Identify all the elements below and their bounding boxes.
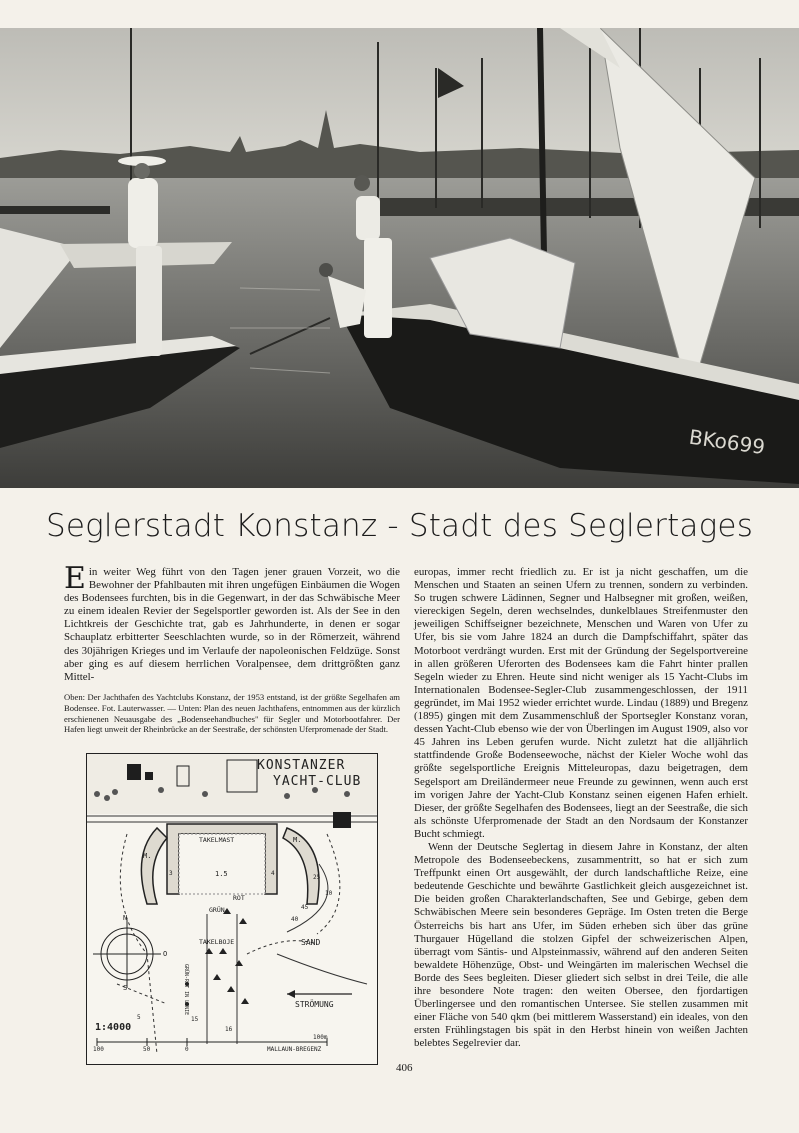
depth-40: 40: [291, 916, 299, 923]
label-rot: ROT: [233, 894, 245, 902]
compass-n: N: [123, 914, 128, 922]
dropcap: E: [64, 561, 86, 596]
harbor-map-drawing: [87, 754, 377, 1064]
compass-o: O: [163, 950, 168, 958]
label-author: MALLAUN-BREGENZ: [267, 1046, 322, 1053]
compass-s: S: [123, 984, 128, 992]
map-title-line1: KONSTANZER: [257, 758, 346, 773]
label-linie: GRÜN-ROT IN LINIE: [183, 964, 189, 1016]
scale-100: 100: [93, 1046, 104, 1053]
harbor-map: [86, 753, 378, 1065]
label-m-left: M.: [143, 852, 152, 860]
depth-25: 25: [313, 874, 321, 881]
label-grun: GRÜN: [209, 906, 225, 914]
label-sand: SAND: [301, 938, 321, 947]
page-number: 406: [396, 1062, 413, 1074]
map-title-line2: YACHT-CLUB: [273, 774, 362, 789]
depth-3: 3: [169, 870, 173, 877]
headline: Seglerstadt Konstanz - Stadt des Seglertages: [45, 508, 754, 544]
left-paragraph: [64, 561, 400, 684]
scale-0: 0: [185, 1046, 189, 1053]
scale-50: 50: [143, 1046, 151, 1053]
label-1-5: 1.5: [215, 870, 228, 878]
right-column: [414, 566, 748, 1050]
depth-4: 4: [271, 870, 275, 877]
depth-16: 16: [225, 1026, 233, 1033]
label-takelmast: TAKELMAST: [199, 836, 235, 844]
label-scale: 1:4000: [95, 1022, 132, 1033]
label-takelboje: TAKELBOJE: [199, 938, 235, 946]
scale-100m: 100m: [313, 1034, 328, 1041]
hull-marking: BKo699: [687, 424, 767, 460]
left-column: [64, 561, 400, 684]
harbor-photo: [0, 28, 799, 488]
label-stromung: STRÖMUNG: [295, 1000, 334, 1009]
depth-5: 5: [137, 1014, 141, 1021]
right-paragraph-2: Wenn der Deutsche Seglertag in diesem Jahre in Konstanz, der alten Metropole des Bodenseebeckens, zusammentritt, so hat er sich zum Treffpunkt einen Ort ausgewählt, der durch landschaftliche Reize, eine bedeutende Geschichte und bewährte Gastlichkeit gleich ausgezeichnet ist. Die beiden großen Charakterlandschaften, See und Gebirge, geben dem Schwäbischen Meere sein besonderes Gepräge. Im Osten treten die Berge Österreichs bis hart ans Ufer, im Süden erheben sich über das grüne Thurgauer Hügelland die stolzen Gipfel der schweizerischen Alpen, überragt vom Säntis- und Alpsteinmassiv, während auf den anderen Seiten bewaldete Höhenzüge, Obst- und Weingärten im malerischen Wechsel die Borde des Sees begleiten. Dieser gliedert sich selbst in drei Teile, die alle ihre besondere Note tragen: den weiten Obersee, den fjordartigen Überlingersee und den romantischen Untersee. Sie stellen zusammen mit einer Fläche von 540 qkm (bei mittlerem Wasserstand) ein ideales, von den ersten Frühlingstagen bis spät in den Herbst hinein von weißen Jachten belebtes Segelrevier dar.: [414, 840, 748, 1050]
left-paragraph-text: in weiter Weg führt von den Tagen jener grauen Vorzeit, wo die Bewohner der Pfahlbauten mit ihren ungefügen Einbäumen die Wogen des Bodensees furchten, bis in die Gegenwart, in der das Schwäbische Meer zu einem idealen Revier der Segelsportler geworden ist. Als der See in den Lichtkreis der Geschichte trat, gab es Jahrhunderte, in denen er sogar Schauplatz erbitterter Seeschlachten wurde, so in der Römerzeit, während des 30jährigen Krieges und im Verlaufe der napoleonischen Feldzüge. Sonst aber ging es auf diesem herrlichen Voralpensee, dem drittgrößten ganz Mittel-: [64, 566, 400, 683]
depth-10: 10: [325, 890, 333, 897]
depth-15: 15: [191, 1016, 199, 1023]
photo-caption: Oben: Der Jachthafen des Yachtclubs Konstanz, der 1953 entstand, ist der größte Segelhafen am Bodensee. Fot. Lauterwasser. — Unten: Plan des neuen Jachthafens, entnommen aus der kürzlich erschienenen Neuausgabe des „Bodenseehandbuches" für Segler und Motorbootfahrer. Der Hafen liegt unweit der Rheinbrücke an der Seestraße, der schönsten Uferpromenade der Stadt.: [64, 692, 400, 735]
label-m-right: M.: [293, 836, 302, 844]
harbor-photo-drawing: [0, 28, 799, 488]
depth-45: 45: [301, 904, 309, 911]
right-paragraph-1: europas, immer recht friedlich zu. Er ist ja nicht geschaffen, um die Menschen und Staaten an seinen Ufern zu trennen, sondern zu verbinden. So trugen schwere Lädinnen, Segner und Halbsegner mit großen, weißen, viereckigen Segeln, deren wechselndes, dunkelblaues Streifenmuster den jeweiligen Schiffseigner bezeichnete, Menschen und Waren von Ufer zu Ufer, bis sie vom Jahre 1824 an durch die Dampfschiffahrt, später das Motorboot verdrängt wurden. Erst mit der Gründung der Segelsportvereine in allen größeren Uferorten des Bodensees kam die Fahrt hinter prallen Segeln wieder zu Ehren. Heute sind nicht weniger als 15 Yacht-Clubs im Internationalen Bodensee-Segler-Club zusammengeschlossen, der 1911 gegründet, im Mai 1952 wieder errichtet wurde. Lindau (1889) und Bregenz (1895) gingen mit dem Zusammenschluß der Sportsegler Konstanz voran, dessen Yacht-Club ebenso wie der von Überlingen im August 1909, also vor 45 Jahren ins Leben gerufen wurde. Nicht zuletzt hat die alljährlich stattfindende Große Bodenseewoche, nächst der Kieler Woche wohl das größte segelsportliche Ereignis Mitteleuropas, dazu beigetragen, dem Segelsport am Dreiländermeer neue Freunde zu gewinnen, wenn auch erst im vorigen Jahre der Yacht-Club Konstanz seinen eigenen Hafen erhielt. Dieser, der größte Segelhafen des Bodensees, liegt an der Seestraße, die sich als schönste Uferpromenade der Stadt an den Nordsaum der Konstanzer Bucht schmiegt.: [414, 566, 748, 840]
